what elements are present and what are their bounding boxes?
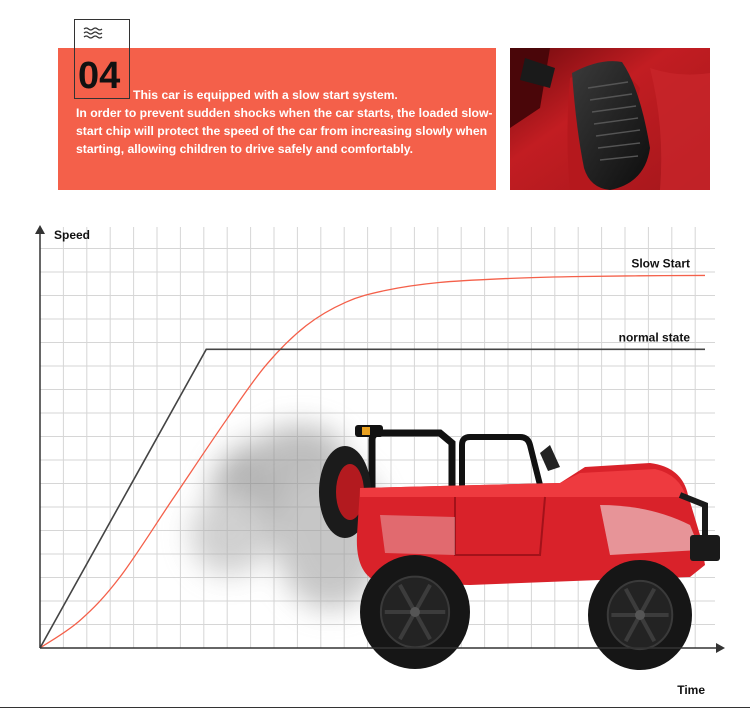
roll-bar	[372, 433, 452, 495]
x-axis-arrow	[716, 643, 725, 653]
y-axis-label: Speed	[54, 228, 91, 242]
speed-time-chart	[0, 205, 750, 710]
bottom-divider	[0, 707, 750, 708]
front-wheel	[588, 560, 692, 670]
series-label-normal-state: normal state	[618, 330, 690, 345]
wave-icon	[83, 26, 103, 40]
feature-body: In order to prevent sudden shocks when the car starts, the loaded slow-start chip will protect the speed of the car from increasing slowly when starting, allowing children to drive safely and comfortably.	[76, 106, 493, 156]
feature-number: 04	[78, 55, 121, 97]
windshield-frame	[462, 437, 540, 490]
steering-wheel	[540, 445, 560, 471]
feature-description	[76, 86, 496, 158]
feature-headline: This car is equipped with a slow start system.	[133, 88, 398, 102]
x-axis-label: Time	[677, 683, 705, 697]
red-ride-on-jeep	[190, 425, 720, 670]
foot-pedal-photo	[510, 48, 710, 190]
rear-wheel	[360, 555, 470, 669]
y-axis-arrow	[35, 225, 45, 234]
series-label-slow-start: Slow Start	[631, 256, 690, 271]
